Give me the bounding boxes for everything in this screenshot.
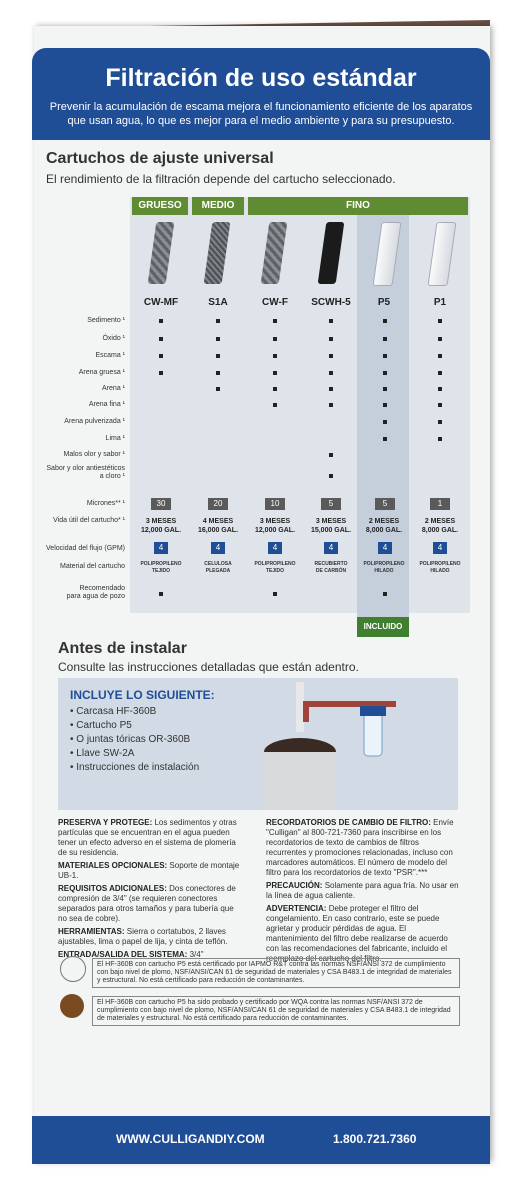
includes-title: INCLUYE LO SIGUIENTE: — [70, 688, 215, 702]
group-fine: FINO — [248, 197, 468, 215]
row-label: Escama ¹ — [95, 352, 125, 359]
flow-badge: 4 — [433, 542, 447, 554]
footer-phone: 1.800.721.7360 — [333, 1132, 417, 1146]
installation-illustration — [246, 682, 446, 810]
header-subtitle: Prevenir la acumulación de escama mejora el funcionamiento eficiente de los aparatos que usan agua, lo que es mejor para el medio ambiente y para su presupuesto. — [49, 101, 473, 127]
check-dot — [329, 453, 333, 457]
flow-badge: 4 — [324, 542, 338, 554]
check-dot — [383, 592, 387, 596]
row-label: Sedimento ¹ — [87, 317, 125, 324]
check-dot — [329, 354, 333, 358]
check-dot — [216, 371, 220, 375]
details-right: RECORDATORIOS DE CAMBIO DE FILTRO: Envíe "Culligan" al 800-721-7360 para inscribirse en los recordatorios de texto de cambios de filtros recurrentes y promociones relacionadas, incluso con marcadores automáticos. El número de modelo del filtro para los recordatorios de texto "PSR".*** PRECAUCIÓN: Solamente para agua fría. No usar en la línea de agua caliente. ADVERTENCIA: Debe proteger el filtro del congelamiento. En caso contrario, este se puede agrietar y producir pérdidas de agua. El mantenimiento del filtro debe realizarse de acuerdo con las recomendaciones del fabricante, incluido el reemplazo del cartucho del filtro. — [266, 818, 459, 963]
certification-iapmo: El HF-360B con cartucho P5 está certificado por IAPMO R&T contra las normas NSF/ANSI 372 de cumplimiento con bajo nivel de plomo, NSF/ANSI/CAN 61 de seguridad de materiales y CSA B483.1 de integridad de materiales y estructural. No está certificado para reducción de contaminantes. — [92, 958, 460, 988]
check-dot — [329, 371, 333, 375]
group-coarse: GRUESO — [132, 197, 188, 215]
micron-badge: 1 — [430, 498, 450, 510]
install-subtitle: Consulte las instrucciones detalladas que están adentro. — [58, 660, 359, 674]
row-label: Material del cartucho — [60, 563, 125, 570]
check-dot — [216, 337, 220, 341]
check-dot — [438, 354, 442, 358]
check-dot — [273, 592, 277, 596]
material-cell: POLIPROPILENO TEJIDO — [254, 561, 296, 574]
comparison-table — [130, 197, 470, 613]
footer-band — [32, 1116, 490, 1164]
row-label: Velocidad del flujo (GPM) — [46, 545, 125, 552]
row-label: Malos olor y sabor ¹ — [63, 451, 125, 458]
check-dot — [329, 387, 333, 391]
check-dot — [438, 371, 442, 375]
check-dot — [438, 420, 442, 424]
material-cell: RECUBIERTO DE CARBÓN — [314, 561, 348, 574]
include-item: • Cartucho P5 — [70, 720, 132, 731]
check-dot — [273, 387, 277, 391]
include-item: • Llave SW-2A — [70, 748, 135, 759]
check-dot — [273, 403, 277, 407]
check-dot — [159, 337, 163, 341]
material-cell: POLIPROPILENO HILADO — [419, 561, 461, 574]
flow-badge: 4 — [211, 542, 225, 554]
details-left: PRESERVA Y PROTEGE: Los sedimentos y otras partículas que se encuentran en el agua pueden tener un efecto adverso en el sistema de plomería de su residencia. MATERIALES OPCIONALES: Soporte de montaje UB-1. REQUISITOS ADICIONALES: Dos conectores de compresión de 3/4" (se requieren conectores separados para otros tamaños y para tubería que no sea de cobre). HERRAMIENTAS: Sierra o cortatubos, 2 llaves ajustables, lima o papel de lija, y cinta de teflón. ENTRADA/SALIDA DEL SISTEMA: 3/4" — [58, 818, 240, 959]
check-dot — [438, 437, 442, 441]
check-dot — [383, 371, 387, 375]
check-dot — [159, 371, 163, 375]
row-label: Arena pulverizada ¹ — [64, 418, 125, 425]
micron-badge: 10 — [265, 498, 285, 510]
material-cell: CELULOSA PLEGADA — [204, 561, 232, 574]
life-cell: 3 MESES 12,000 GAL. — [140, 518, 182, 534]
wqa-seal-icon — [60, 994, 84, 1018]
flow-badge: 4 — [268, 542, 282, 554]
row-label: Arena fina ¹ — [88, 401, 125, 408]
cartridge-name: CW-MF — [143, 297, 179, 308]
check-dot — [438, 337, 442, 341]
certification-wqa: El HF-360B con cartucho P5 ha sido probado y certificado por WQA contra las normas NSF/ANSI 372 de cumplimiento con bajo nivel de plomo, NSF/ANSI/CAN 61 de seguridad de materiales y CSA B483.1 de integridad de materiales y estructural. No está certificado para reducción de contaminantes. — [92, 996, 460, 1026]
check-dot — [216, 354, 220, 358]
row-label: Micrones** ¹ — [86, 500, 125, 507]
flow-badge: 4 — [154, 542, 168, 554]
row-label: Recomendado para agua de pozo — [66, 585, 125, 600]
check-dot — [438, 319, 442, 323]
check-dot — [329, 319, 333, 323]
check-dot — [383, 319, 387, 323]
check-dot — [273, 371, 277, 375]
row-label: Arena gruesa ¹ — [78, 369, 125, 376]
include-item: • Instrucciones de instalación — [70, 762, 200, 773]
micron-badge: 30 — [151, 498, 171, 510]
include-item: • O juntas tóricas OR-360B — [70, 734, 191, 745]
row-label: Lima ¹ — [105, 435, 125, 442]
row-label: Arena ¹ — [102, 385, 125, 392]
check-dot — [216, 387, 220, 391]
material-cell: POLIPROPILENO HILADO — [363, 561, 405, 574]
check-dot — [383, 387, 387, 391]
cartridge-name: SCWH-5 — [311, 297, 351, 308]
check-dot — [216, 319, 220, 323]
install-title: Antes de instalar — [58, 640, 187, 657]
cartridge-name: P1 — [433, 297, 447, 308]
include-item: • Carcasa HF-360B — [70, 706, 157, 717]
check-dot — [159, 319, 163, 323]
check-dot — [383, 437, 387, 441]
check-dot — [159, 592, 163, 596]
page-title: Filtración de uso estándar — [105, 64, 417, 92]
micron-badge: 5 — [321, 498, 341, 510]
material-cell: POLIPROPILENO TEJIDO — [140, 561, 182, 574]
cartridges-title: Cartuchos de ajuste universal — [46, 150, 274, 167]
life-cell: 4 MESES 16,000 GAL. — [197, 518, 239, 534]
micron-badge: 20 — [208, 498, 228, 510]
included-badge: INCLUIDO — [357, 617, 409, 637]
life-cell: 3 MESES 12,000 GAL. — [254, 518, 296, 534]
check-dot — [329, 474, 333, 478]
cartridge-name: P5 — [377, 297, 391, 308]
micron-badge: 5 — [375, 498, 395, 510]
check-dot — [273, 319, 277, 323]
check-dot — [329, 337, 333, 341]
check-dot — [159, 354, 163, 358]
group-medium: MEDIO — [192, 197, 244, 215]
cartridge-name: S1A — [208, 297, 228, 308]
check-dot — [383, 403, 387, 407]
life-cell: 2 MESES 8,000 GAL. — [421, 518, 459, 534]
flow-badge: 4 — [378, 542, 392, 554]
check-dot — [383, 337, 387, 341]
row-label: Vida útil del cartucho* ¹ — [53, 517, 125, 524]
cartridge-name: CW-F — [262, 297, 288, 308]
check-dot — [273, 354, 277, 358]
header-band — [32, 48, 490, 140]
check-dot — [383, 354, 387, 358]
check-dot — [273, 337, 277, 341]
cartridges-subtitle: El rendimiento de la filtración depende del cartucho seleccionado. — [46, 172, 396, 186]
row-label: Óxido ¹ — [102, 335, 125, 342]
check-dot — [329, 403, 333, 407]
life-cell: 2 MESES 8,000 GAL. — [365, 518, 403, 534]
life-cell: 3 MESES 15,000 GAL. — [310, 518, 352, 534]
iapmo-seal-icon — [60, 956, 86, 982]
check-dot — [438, 387, 442, 391]
check-dot — [383, 420, 387, 424]
row-label: Sabor y olor antiestéticos a cloro ¹ — [46, 465, 125, 480]
footer-url[interactable]: WWW.CULLIGANDIY.COM — [116, 1132, 265, 1146]
check-dot — [438, 403, 442, 407]
